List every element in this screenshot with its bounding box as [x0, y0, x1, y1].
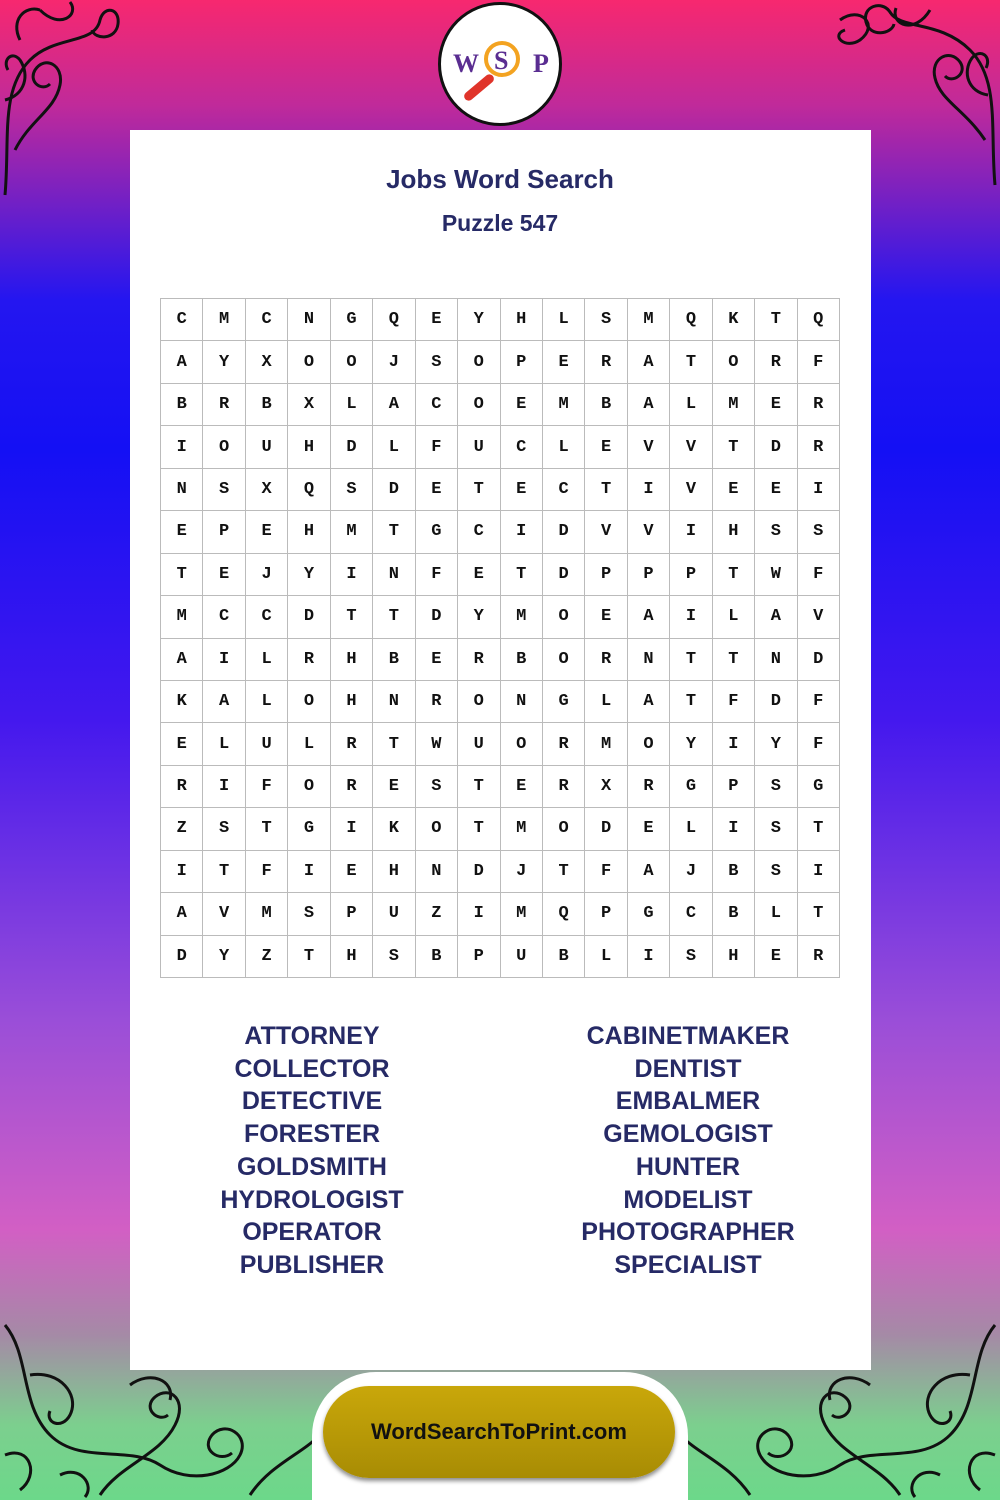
grid-cell[interactable]: G	[288, 808, 330, 850]
grid-cell[interactable]: D	[331, 426, 373, 468]
grid-cell[interactable]: Y	[203, 936, 245, 978]
grid-cell[interactable]: M	[246, 893, 288, 935]
grid-cell[interactable]: M	[713, 384, 755, 426]
word-list-item: GOLDSMITH	[237, 1152, 387, 1181]
grid-cell[interactable]: G	[798, 766, 840, 808]
grid-cell[interactable]: E	[585, 596, 627, 638]
grid-cell[interactable]: T	[670, 639, 712, 681]
grid-cell[interactable]: T	[331, 596, 373, 638]
grid-cell[interactable]: F	[246, 766, 288, 808]
grid-cell[interactable]: T	[288, 936, 330, 978]
grid-cell[interactable]: T	[543, 851, 585, 893]
grid-cell[interactable]: O	[203, 426, 245, 468]
grid-cell[interactable]: B	[543, 936, 585, 978]
grid-cell[interactable]: E	[161, 723, 203, 765]
grid-cell[interactable]: D	[798, 639, 840, 681]
grid-cell[interactable]: H	[331, 936, 373, 978]
grid-cell[interactable]: A	[161, 341, 203, 383]
page-title: Jobs Word Search	[386, 164, 614, 194]
grid-cell[interactable]: H	[713, 936, 755, 978]
word-list-item: COLLECTOR	[234, 1054, 390, 1083]
grid-cell[interactable]: M	[628, 299, 670, 341]
grid-cell[interactable]: L	[585, 936, 627, 978]
grid-cell[interactable]: L	[246, 681, 288, 723]
grid-cell[interactable]: O	[713, 341, 755, 383]
grid-cell[interactable]: F	[798, 681, 840, 723]
grid-cell[interactable]: D	[543, 554, 585, 596]
grid-cell[interactable]: L	[331, 384, 373, 426]
grid-cell[interactable]: N	[288, 299, 330, 341]
grid-cell[interactable]: D	[755, 681, 797, 723]
grid-cell[interactable]: E	[203, 554, 245, 596]
grid-cell[interactable]: G	[331, 299, 373, 341]
grid-cell[interactable]: A	[628, 384, 670, 426]
grid-cell[interactable]: B	[161, 384, 203, 426]
grid-cell[interactable]: N	[628, 639, 670, 681]
grid-cell[interactable]: J	[501, 851, 543, 893]
grid-cell[interactable]: Y	[458, 596, 500, 638]
grid-cell[interactable]: U	[458, 723, 500, 765]
grid-cell[interactable]: T	[203, 851, 245, 893]
grid-cell[interactable]: P	[713, 766, 755, 808]
grid-cell[interactable]: T	[713, 554, 755, 596]
grid-cell[interactable]: F	[798, 554, 840, 596]
grid-cell[interactable]: J	[246, 554, 288, 596]
grid-cell[interactable]: R	[458, 639, 500, 681]
grid-cell[interactable]: U	[373, 893, 415, 935]
grid-cell[interactable]: E	[161, 511, 203, 553]
grid-cell[interactable]: A	[628, 341, 670, 383]
word-list-item: FORESTER	[243, 1120, 381, 1149]
grid-cell[interactable]: F	[798, 341, 840, 383]
grid-cell[interactable]: Y	[288, 554, 330, 596]
grid-cell[interactable]: O	[458, 384, 500, 426]
grid-cell[interactable]: U	[501, 936, 543, 978]
grid-cell[interactable]: I	[331, 808, 373, 850]
grid-cell[interactable]: V	[628, 426, 670, 468]
grid-cell[interactable]: E	[755, 384, 797, 426]
grid-cell[interactable]: A	[628, 596, 670, 638]
grid-cell[interactable]: N	[373, 681, 415, 723]
grid-cell[interactable]: A	[161, 893, 203, 935]
grid-cell[interactable]: E	[246, 511, 288, 553]
grid-cell[interactable]: T	[458, 469, 500, 511]
puzzle-number: Puzzle 547	[441, 210, 559, 236]
word-list-item: DETECTIVE	[241, 1087, 383, 1116]
word-list-item: MODELIST	[623, 1185, 753, 1214]
grid-cell[interactable]: H	[331, 681, 373, 723]
grid-cell[interactable]: E	[501, 384, 543, 426]
grid-cell[interactable]: E	[416, 299, 458, 341]
grid-cell[interactable]: S	[288, 893, 330, 935]
grid-cell[interactable]: T	[713, 426, 755, 468]
grid-cell[interactable]: R	[331, 723, 373, 765]
grid-cell[interactable]: A	[755, 596, 797, 638]
grid-cell[interactable]: T	[458, 766, 500, 808]
grid-cell[interactable]: C	[458, 511, 500, 553]
grid-cell[interactable]: E	[416, 639, 458, 681]
grid-cell[interactable]: G	[670, 766, 712, 808]
grid-cell[interactable]: M	[501, 893, 543, 935]
grid-cell[interactable]: T	[670, 341, 712, 383]
grid-cell[interactable]: S	[416, 766, 458, 808]
word-list-item: DENTIST	[634, 1054, 742, 1083]
grid-cell[interactable]: I	[628, 936, 670, 978]
grid-cell[interactable]: E	[755, 469, 797, 511]
grid-cell[interactable]: Y	[458, 299, 500, 341]
grid-cell[interactable]: Q	[543, 893, 585, 935]
grid-cell[interactable]: D	[416, 596, 458, 638]
grid-cell[interactable]: E	[373, 766, 415, 808]
grid-cell[interactable]: J	[670, 851, 712, 893]
grid-cell[interactable]: D	[458, 851, 500, 893]
grid-cell[interactable]: Y	[755, 723, 797, 765]
letter-grid	[160, 298, 840, 978]
word-list-item: HYDROLOGIST	[220, 1185, 404, 1214]
word-list-item: PHOTOGRAPHER	[581, 1218, 795, 1247]
grid-cell[interactable]: Q	[798, 299, 840, 341]
grid-cell[interactable]: Z	[246, 936, 288, 978]
grid-cell[interactable]: W	[755, 554, 797, 596]
word-list-item: OPERATOR	[242, 1218, 382, 1247]
word-list-item: SPECIALIST	[614, 1250, 762, 1279]
grid-cell[interactable]: O	[416, 808, 458, 850]
grid-cell[interactable]: Q	[288, 469, 330, 511]
grid-cell[interactable]: L	[203, 723, 245, 765]
grid-cell[interactable]: E	[628, 808, 670, 850]
grid-cell[interactable]: M	[203, 299, 245, 341]
grid-cell[interactable]: R	[288, 639, 330, 681]
grid-cell[interactable]: S	[373, 936, 415, 978]
grid-cell[interactable]: C	[670, 893, 712, 935]
word-list-item: EMBALMER	[615, 1087, 761, 1116]
grid-cell[interactable]: E	[458, 554, 500, 596]
grid-cell[interactable]: H	[288, 511, 330, 553]
grid-cell[interactable]: E	[501, 766, 543, 808]
grid-cell[interactable]: R	[585, 341, 627, 383]
wsp-logo	[438, 2, 562, 126]
grid-cell[interactable]: O	[288, 341, 330, 383]
grid-cell[interactable]: R	[203, 384, 245, 426]
grid-cell[interactable]: R	[755, 341, 797, 383]
grid-cell[interactable]: P	[331, 893, 373, 935]
grid-cell[interactable]: S	[203, 469, 245, 511]
grid-cell[interactable]: I	[203, 766, 245, 808]
grid-cell[interactable]: A	[628, 681, 670, 723]
grid-cell[interactable]: R	[798, 936, 840, 978]
grid-cell[interactable]: F	[416, 554, 458, 596]
grid-cell[interactable]: Q	[373, 299, 415, 341]
grid-cell[interactable]: I	[713, 723, 755, 765]
grid-cell[interactable]: S	[755, 851, 797, 893]
grid-cell[interactable]: I	[628, 469, 670, 511]
grid-cell[interactable]: L	[670, 384, 712, 426]
grid-cell[interactable]: I	[670, 511, 712, 553]
grid-cell[interactable]: A	[373, 384, 415, 426]
grid-cell[interactable]: K	[161, 681, 203, 723]
word-list-right	[538, 1020, 838, 1282]
grid-cell[interactable]: E	[501, 469, 543, 511]
grid-cell[interactable]: R	[416, 681, 458, 723]
grid-cell[interactable]: H	[373, 851, 415, 893]
grid-cell[interactable]: D	[543, 511, 585, 553]
word-list-left	[162, 1020, 462, 1282]
grid-cell[interactable]: V	[670, 426, 712, 468]
grid-cell[interactable]: G	[628, 893, 670, 935]
grid-cell[interactable]: D	[161, 936, 203, 978]
grid-cell[interactable]: A	[203, 681, 245, 723]
grid-cell[interactable]: E	[543, 341, 585, 383]
grid-cell[interactable]: L	[543, 426, 585, 468]
grid-cell[interactable]: T	[755, 299, 797, 341]
grid-cell[interactable]: I	[713, 808, 755, 850]
grid-cell[interactable]: M	[501, 808, 543, 850]
grid-cell[interactable]: Y	[203, 341, 245, 383]
grid-cell[interactable]: R	[331, 766, 373, 808]
grid-cell[interactable]: R	[798, 384, 840, 426]
grid-cell[interactable]: I	[798, 851, 840, 893]
grid-cell[interactable]: M	[543, 384, 585, 426]
grid-cell[interactable]: U	[458, 426, 500, 468]
grid-cell[interactable]: Z	[161, 808, 203, 850]
grid-cell[interactable]: T	[713, 639, 755, 681]
grid-cell[interactable]: Y	[670, 723, 712, 765]
grid-cell[interactable]: T	[585, 469, 627, 511]
word-list-item: ATTORNEY	[244, 1022, 380, 1050]
grid-cell[interactable]: L	[373, 426, 415, 468]
grid-cell[interactable]: C	[203, 596, 245, 638]
grid-cell[interactable]: S	[755, 766, 797, 808]
grid-cell[interactable]: E	[713, 469, 755, 511]
grid-cell[interactable]: I	[161, 851, 203, 893]
grid-cell[interactable]: P	[628, 554, 670, 596]
grid-cell[interactable]: P	[203, 511, 245, 553]
grid-cell[interactable]: I	[458, 893, 500, 935]
grid-cell[interactable]: I	[670, 596, 712, 638]
grid-cell[interactable]: H	[713, 511, 755, 553]
grid-cell[interactable]: C	[161, 299, 203, 341]
grid-cell[interactable]: W	[416, 723, 458, 765]
grid-cell[interactable]: L	[246, 639, 288, 681]
logo-letter-w: W	[453, 49, 479, 78]
grid-cell[interactable]: T	[246, 808, 288, 850]
grid-cell[interactable]: V	[203, 893, 245, 935]
grid-cell[interactable]: Q	[670, 299, 712, 341]
grid-cell[interactable]: N	[373, 554, 415, 596]
word-list-item: HUNTER	[635, 1152, 741, 1181]
grid-cell[interactable]: I	[203, 639, 245, 681]
grid-cell[interactable]: X	[246, 469, 288, 511]
grid-cell[interactable]: B	[416, 936, 458, 978]
grid-cell[interactable]: P	[501, 341, 543, 383]
grid-cell[interactable]: R	[543, 766, 585, 808]
grid-cell[interactable]: D	[373, 469, 415, 511]
grid-cell[interactable]: O	[458, 681, 500, 723]
grid-cell[interactable]: C	[501, 426, 543, 468]
word-list-item: PUBLISHER	[239, 1250, 385, 1279]
grid-cell[interactable]: O	[458, 341, 500, 383]
grid-cell[interactable]: O	[288, 766, 330, 808]
grid-cell[interactable]: T	[501, 554, 543, 596]
grid-cell[interactable]: S	[416, 341, 458, 383]
grid-cell[interactable]: B	[373, 639, 415, 681]
grid-cell[interactable]: T	[373, 723, 415, 765]
grid-cell[interactable]: N	[161, 469, 203, 511]
grid-cell[interactable]: V	[585, 511, 627, 553]
grid-cell[interactable]: I	[331, 554, 373, 596]
grid-cell[interactable]: V	[628, 511, 670, 553]
grid-cell[interactable]: K	[373, 808, 415, 850]
grid-cell[interactable]: O	[331, 341, 373, 383]
grid-cell[interactable]: V	[798, 596, 840, 638]
word-list-item: GEMOLOGIST	[603, 1120, 773, 1149]
grid-cell[interactable]: E	[755, 936, 797, 978]
grid-cell[interactable]: P	[585, 893, 627, 935]
grid-cell[interactable]: S	[585, 299, 627, 341]
grid-cell[interactable]: Z	[416, 893, 458, 935]
grid-cell[interactable]: M	[585, 723, 627, 765]
grid-cell[interactable]: D	[288, 596, 330, 638]
grid-cell[interactable]: O	[288, 681, 330, 723]
grid-cell[interactable]: B	[713, 893, 755, 935]
grid-cell[interactable]: L	[713, 596, 755, 638]
website-button[interactable]: WordSearchToPrint.com	[323, 1386, 675, 1478]
grid-cell[interactable]: M	[501, 596, 543, 638]
grid-cell[interactable]: H	[501, 299, 543, 341]
grid-cell[interactable]: B	[246, 384, 288, 426]
grid-cell[interactable]: F	[798, 723, 840, 765]
grid-cell[interactable]: E	[416, 469, 458, 511]
grid-cell[interactable]: T	[458, 808, 500, 850]
grid-cell[interactable]: I	[798, 469, 840, 511]
word-list-item: CABINETMAKER	[586, 1022, 790, 1050]
grid-cell[interactable]: B	[713, 851, 755, 893]
grid-cell[interactable]: O	[628, 723, 670, 765]
grid-cell[interactable]: T	[373, 596, 415, 638]
grid-cell[interactable]: L	[670, 808, 712, 850]
grid-cell[interactable]: T	[373, 511, 415, 553]
grid-cell[interactable]: C	[246, 299, 288, 341]
grid-cell[interactable]: D	[755, 426, 797, 468]
grid-cell[interactable]: R	[543, 723, 585, 765]
grid-cell[interactable]: O	[501, 723, 543, 765]
grid-cell[interactable]: B	[501, 639, 543, 681]
grid-cell[interactable]: R	[798, 426, 840, 468]
grid-cell[interactable]: S	[331, 469, 373, 511]
grid-cell[interactable]: A	[161, 639, 203, 681]
grid-cell[interactable]: P	[458, 936, 500, 978]
grid-cell[interactable]: I	[288, 851, 330, 893]
grid-cell[interactable]: R	[628, 766, 670, 808]
grid-cell[interactable]: S	[755, 808, 797, 850]
grid-cell[interactable]: N	[501, 681, 543, 723]
grid-cell[interactable]: A	[628, 851, 670, 893]
grid-cell[interactable]: M	[331, 511, 373, 553]
grid-cell[interactable]: J	[373, 341, 415, 383]
grid-cell[interactable]: R	[585, 639, 627, 681]
grid-cell[interactable]: O	[543, 808, 585, 850]
logo-letter-p: P	[533, 49, 549, 78]
grid-cell[interactable]: S	[798, 511, 840, 553]
grid-cell[interactable]: R	[161, 766, 203, 808]
grid-cell[interactable]: L	[585, 681, 627, 723]
grid-cell[interactable]: O	[543, 639, 585, 681]
grid-cell[interactable]: C	[246, 596, 288, 638]
grid-cell[interactable]: X	[246, 341, 288, 383]
grid-cell[interactable]: I	[161, 426, 203, 468]
grid-cell[interactable]: T	[670, 681, 712, 723]
grid-cell[interactable]: N	[755, 639, 797, 681]
grid-cell[interactable]: X	[288, 384, 330, 426]
grid-cell[interactable]: H	[288, 426, 330, 468]
grid-cell[interactable]: E	[331, 851, 373, 893]
grid-cell[interactable]: S	[203, 808, 245, 850]
grid-cell[interactable]: S	[670, 936, 712, 978]
grid-cell[interactable]: C	[543, 469, 585, 511]
grid-cell[interactable]: I	[501, 511, 543, 553]
grid-cell[interactable]: P	[585, 554, 627, 596]
grid-cell[interactable]: O	[543, 596, 585, 638]
grid-cell[interactable]: T	[798, 893, 840, 935]
grid-cell[interactable]: X	[585, 766, 627, 808]
grid-cell[interactable]: L	[543, 299, 585, 341]
grid-cell[interactable]: T	[161, 554, 203, 596]
grid-cell[interactable]: F	[416, 426, 458, 468]
grid-cell[interactable]: U	[246, 426, 288, 468]
grid-cell[interactable]: U	[246, 723, 288, 765]
grid-cell[interactable]: F	[585, 851, 627, 893]
grid-cell[interactable]: F	[246, 851, 288, 893]
grid-cell[interactable]: B	[585, 384, 627, 426]
grid-cell[interactable]: T	[798, 808, 840, 850]
grid-cell[interactable]: C	[416, 384, 458, 426]
grid-cell[interactable]: P	[670, 554, 712, 596]
grid-cell[interactable]: D	[585, 808, 627, 850]
grid-cell[interactable]: L	[288, 723, 330, 765]
grid-cell[interactable]: V	[670, 469, 712, 511]
grid-cell[interactable]: G	[416, 511, 458, 553]
grid-cell[interactable]: E	[585, 426, 627, 468]
grid-cell[interactable]: S	[755, 511, 797, 553]
logo-letter-s: S	[494, 46, 509, 75]
grid-cell[interactable]: H	[331, 639, 373, 681]
grid-cell[interactable]: K	[713, 299, 755, 341]
grid-cell[interactable]: M	[161, 596, 203, 638]
grid-cell[interactable]: N	[416, 851, 458, 893]
grid-cell[interactable]: G	[543, 681, 585, 723]
grid-cell[interactable]: L	[755, 893, 797, 935]
grid-cell[interactable]: F	[713, 681, 755, 723]
